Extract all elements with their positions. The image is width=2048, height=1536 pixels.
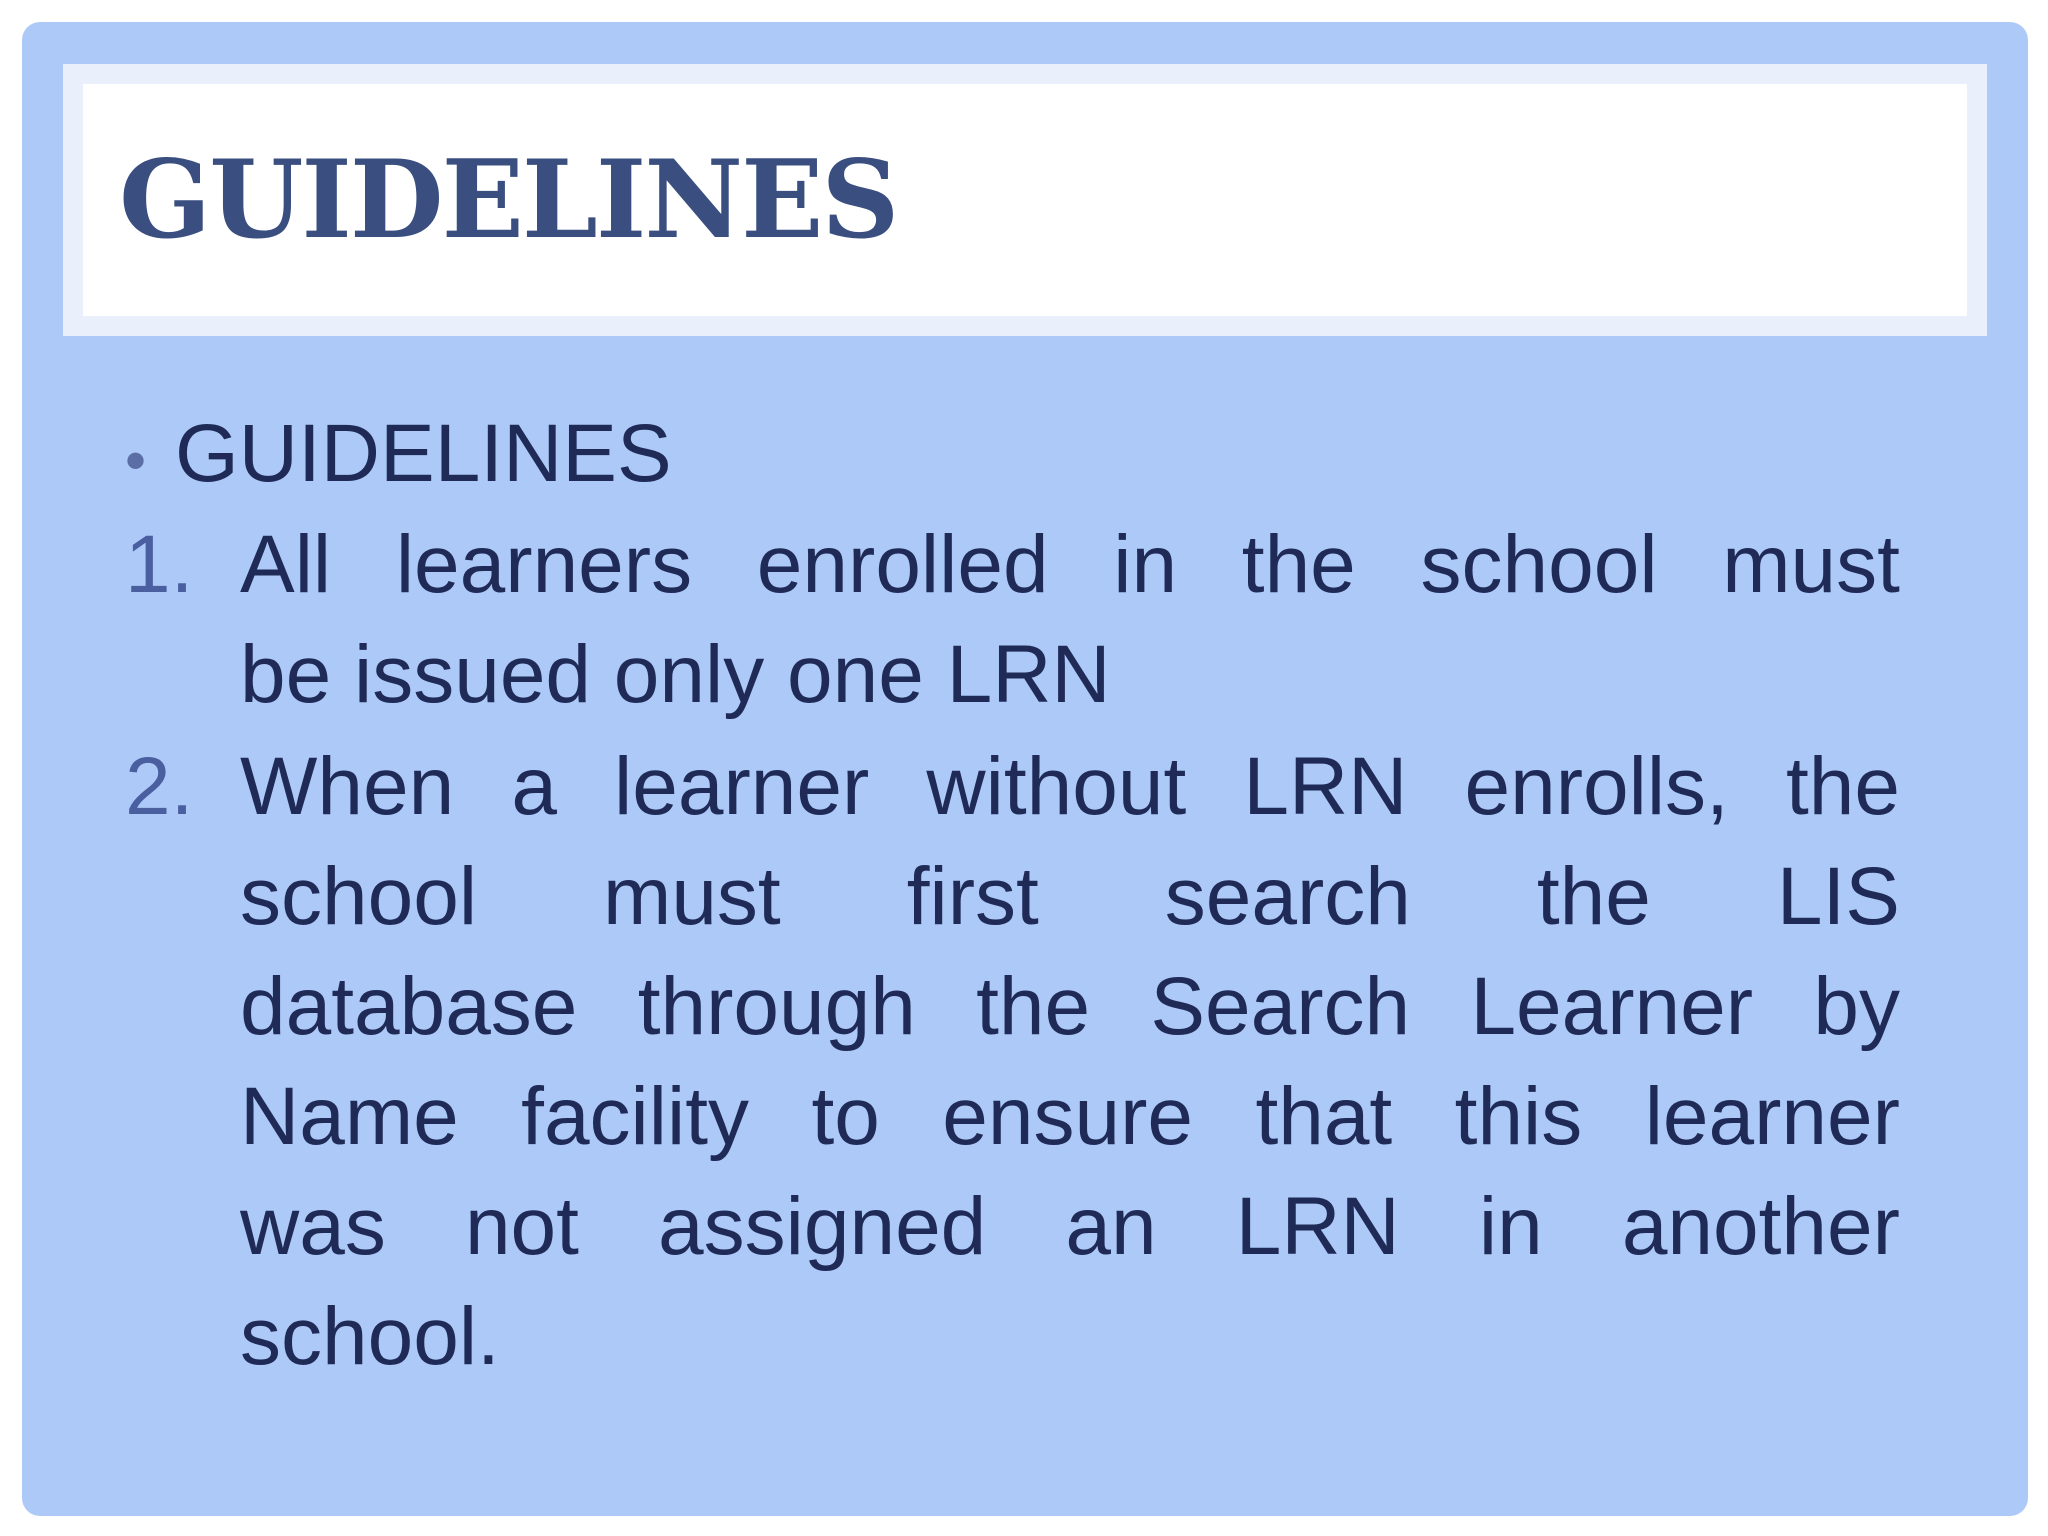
word: LRN	[1235, 1181, 1400, 1272]
list-item-text	[240, 510, 1900, 730]
word: must	[603, 851, 781, 942]
word: learner	[614, 741, 870, 832]
word: school	[1420, 519, 1658, 610]
word: Name	[240, 1071, 459, 1162]
word: assigned	[658, 1181, 987, 1272]
word: the	[976, 961, 1091, 1052]
word: in	[1113, 519, 1178, 610]
word: that	[1255, 1071, 1393, 1162]
word: learners	[395, 519, 693, 610]
word: LIS	[1776, 851, 1900, 942]
word: Search	[1150, 961, 1411, 1052]
bullet-marker: •	[125, 427, 147, 494]
word: the	[1241, 519, 1356, 610]
list-item-2	[125, 732, 1925, 1392]
text-line	[240, 952, 1900, 1062]
word: When	[240, 741, 455, 832]
word: the	[1536, 851, 1651, 942]
word: school	[240, 851, 478, 942]
word: database	[240, 961, 578, 1052]
text-line	[240, 1172, 1900, 1282]
list-item-number: 2.	[125, 741, 194, 832]
word: by	[1813, 961, 1900, 1052]
word: must	[1722, 519, 1900, 610]
word: to	[811, 1071, 880, 1162]
word: an	[1065, 1181, 1157, 1272]
title-box	[63, 64, 1987, 336]
bullet-text: GUIDELINES	[175, 408, 672, 499]
word: in	[1478, 1181, 1543, 1272]
slide-title: GUIDELINES	[119, 137, 898, 263]
text-line	[240, 1062, 1900, 1172]
word: All	[240, 519, 332, 610]
word: ensure	[942, 1071, 1193, 1162]
title-inner-panel	[83, 84, 1967, 316]
list-item-text	[240, 732, 1900, 1392]
slide-content	[125, 400, 1925, 1392]
word: through	[637, 961, 916, 1052]
bullet-item	[125, 400, 1925, 508]
text-line	[240, 732, 1900, 842]
word: enrolls,	[1464, 741, 1729, 832]
word: enrolled	[756, 519, 1049, 610]
word: search	[1164, 851, 1411, 942]
text-line: be issued only one LRN	[240, 629, 1111, 720]
word: a	[511, 741, 557, 832]
word: Learner	[1470, 961, 1754, 1052]
word: learner	[1644, 1071, 1900, 1162]
word: was	[240, 1181, 386, 1272]
word: another	[1621, 1181, 1900, 1272]
word: first	[906, 851, 1039, 942]
word: LRN	[1243, 741, 1408, 832]
text-line	[240, 510, 1900, 620]
word: facility	[521, 1071, 749, 1162]
word: the	[1785, 741, 1900, 832]
word: this	[1454, 1071, 1583, 1162]
text-line: school.	[240, 1291, 500, 1382]
word: not	[464, 1181, 579, 1272]
list-item-1	[125, 510, 1925, 730]
word: without	[926, 741, 1187, 832]
list-item-number: 1.	[125, 519, 194, 610]
text-line	[240, 842, 1900, 952]
